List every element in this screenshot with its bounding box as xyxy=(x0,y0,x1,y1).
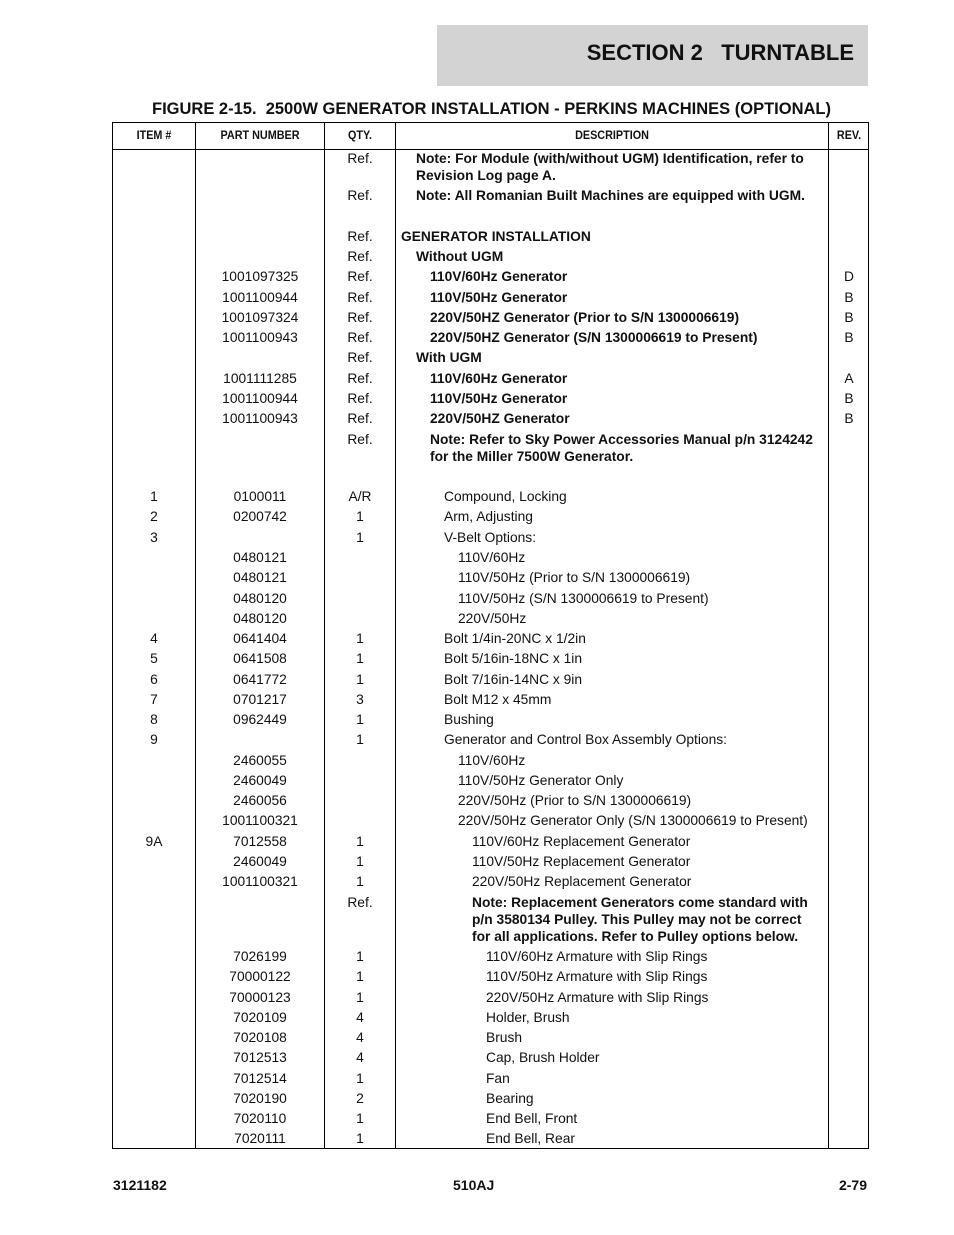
row-quantity: Ref. xyxy=(347,432,373,447)
row-description: Note: Replacement Generators come standard with p/n 3580134 Pulley. This Pulley may not be correct for all applications. Refer to Pulley options below. xyxy=(472,895,808,944)
row-part-number: 70000122 xyxy=(229,969,291,984)
row-quantity: Ref. xyxy=(347,188,373,203)
row-description: Compound, Locking xyxy=(444,489,567,504)
row-quantity: Ref. xyxy=(347,151,373,166)
row-quantity: 4 xyxy=(356,1050,364,1065)
row-description: 220V/50Hz Generator Only (S/N 1300006619 to Present) xyxy=(458,813,808,828)
row-quantity: 1 xyxy=(356,1131,364,1146)
row-part-number: 1001100943 xyxy=(222,411,298,426)
row-item-number: 9A xyxy=(145,834,163,849)
row-quantity: Ref. xyxy=(347,290,373,305)
row-description: Bolt M12 x 45mm xyxy=(444,692,552,707)
row-quantity: Ref. xyxy=(347,229,373,244)
row-description: Bushing xyxy=(444,712,494,727)
row-description: Bearing xyxy=(486,1091,534,1106)
row-quantity: A/R xyxy=(348,489,372,504)
row-quantity: 1 xyxy=(356,854,364,869)
row-quantity: Ref. xyxy=(347,411,373,426)
row-part-number: 0641404 xyxy=(233,631,287,646)
row-description: End Bell, Front xyxy=(486,1111,578,1126)
row-description: GENERATOR INSTALLATION xyxy=(401,229,591,244)
row-description: Note: All Romanian Built Machines are equipped with UGM. xyxy=(416,188,805,203)
row-revision: B xyxy=(844,310,854,325)
row-revision: B xyxy=(844,290,854,305)
row-description: 110V/50Hz Armature with Slip Rings xyxy=(486,969,708,984)
row-description: Bolt 5/16in-18NC x 1in xyxy=(444,651,583,666)
row-part-number: 0641772 xyxy=(233,672,287,687)
row-quantity: 1 xyxy=(356,631,364,646)
row-part-number: 1001100943 xyxy=(222,330,298,345)
column-header-description: DESCRIPTION xyxy=(575,128,649,142)
row-description: 220V/50Hz xyxy=(458,611,527,626)
row-description: 220V/50Hz Armature with Slip Rings xyxy=(486,990,709,1005)
row-part-number: 0480121 xyxy=(233,550,287,565)
row-description: Holder, Brush xyxy=(486,1010,570,1025)
row-quantity: 1 xyxy=(356,949,364,964)
row-quantity: 3 xyxy=(356,692,364,707)
row-quantity: 1 xyxy=(356,712,364,727)
row-quantity: Ref. xyxy=(347,249,373,264)
row-part-number: 0641508 xyxy=(233,651,287,666)
column-header-rev: REV. xyxy=(836,128,862,142)
row-item-number: 7 xyxy=(150,692,158,707)
row-description: 220V/50Hz (Prior to S/N 1300006619) xyxy=(458,793,692,808)
row-part-number: 7020108 xyxy=(233,1030,287,1045)
row-quantity: 1 xyxy=(356,990,364,1005)
row-part-number: 0480121 xyxy=(233,570,287,585)
row-item-number: 8 xyxy=(150,712,158,727)
row-part-number: 1001100321 xyxy=(222,874,298,889)
row-part-number: 0480120 xyxy=(233,611,287,626)
row-description: 110V/60Hz xyxy=(458,753,526,768)
row-description: Bolt 1/4in-20NC x 1/2in xyxy=(444,631,586,646)
row-quantity: 1 xyxy=(356,651,364,666)
row-description: 110V/50Hz Replacement Generator xyxy=(472,854,691,869)
row-part-number: 0200742 xyxy=(233,509,287,524)
row-revision: B xyxy=(844,330,854,345)
row-item-number: 4 xyxy=(150,631,158,646)
row-quantity: 1 xyxy=(356,874,364,889)
row-revision: B xyxy=(844,411,854,426)
row-description: Brush xyxy=(486,1030,523,1045)
row-description: 110V/50Hz (Prior to S/N 1300006619) xyxy=(458,570,691,585)
row-item-number: 2 xyxy=(150,509,158,524)
row-quantity: Ref. xyxy=(347,310,373,325)
row-revision: A xyxy=(844,371,854,386)
row-part-number: 1001100944 xyxy=(222,290,298,305)
row-description: With UGM xyxy=(416,350,482,365)
footer-page-number: 2-79 xyxy=(838,1177,867,1193)
section-header-box xyxy=(437,25,868,86)
row-part-number: 0480120 xyxy=(233,591,287,606)
row-part-number: 1001100321 xyxy=(222,813,298,828)
footer-manual-number: 3121182 xyxy=(113,1177,167,1193)
row-description: Cap, Brush Holder xyxy=(486,1050,600,1065)
row-quantity: 1 xyxy=(356,1111,364,1126)
row-revision: D xyxy=(844,269,854,284)
row-part-number: 7020110 xyxy=(233,1111,287,1126)
row-part-number: 1001097325 xyxy=(221,269,299,284)
row-quantity: 1 xyxy=(356,509,364,524)
row-part-number: 7012513 xyxy=(233,1050,287,1065)
row-description: End Bell, Rear xyxy=(486,1131,575,1146)
row-description: 110V/50Hz (S/N 1300006619 to Present) xyxy=(458,591,709,606)
row-description: Note: Refer to Sky Power Accessories Manual p/n 3124242 for the Miller 7500W Generator. xyxy=(430,432,813,464)
row-part-number: 7020109 xyxy=(233,1010,287,1025)
row-description: 220V/50Hz Replacement Generator xyxy=(472,874,692,889)
row-part-number: 0701217 xyxy=(233,692,287,707)
row-description: Note: For Module (with/without UGM) Identification, refer to Revision Log page A. xyxy=(416,151,804,183)
row-part-number: 7012514 xyxy=(233,1071,287,1086)
row-part-number: 1001111285 xyxy=(223,371,297,386)
row-revision: B xyxy=(844,391,854,406)
row-quantity: 4 xyxy=(356,1010,364,1025)
row-description: 220V/50HZ Generator (Prior to S/N 1300006619) xyxy=(430,310,740,325)
row-description: 110V/50Hz Generator Only xyxy=(458,773,624,788)
row-item-number: 6 xyxy=(150,672,158,687)
column-divider xyxy=(395,123,396,1148)
row-part-number: 7020111 xyxy=(234,1131,286,1146)
row-description: 110V/50Hz Generator xyxy=(430,391,568,406)
row-part-number: 1001100944 xyxy=(222,391,298,406)
footer-model: 510AJ xyxy=(453,1177,495,1193)
row-quantity: Ref. xyxy=(347,391,373,406)
row-item-number: 1 xyxy=(150,489,158,504)
row-part-number: 1001097324 xyxy=(221,310,299,325)
row-description: 110V/60Hz Generator xyxy=(430,371,568,386)
row-quantity: 1 xyxy=(356,969,364,984)
column-header-part-number: PART NUMBER xyxy=(220,128,300,142)
row-item-number: 5 xyxy=(150,651,158,666)
row-description: 220V/50HZ Generator xyxy=(430,411,570,426)
row-quantity: 2 xyxy=(356,1091,364,1106)
row-part-number: 70000123 xyxy=(229,990,291,1005)
row-part-number: 0962449 xyxy=(233,712,287,727)
row-description: Fan xyxy=(486,1071,510,1086)
row-part-number: 2460056 xyxy=(233,793,287,808)
row-description: 110V/60Hz Replacement Generator xyxy=(472,834,691,849)
row-quantity: 1 xyxy=(356,732,364,747)
row-description: 110V/60Hz xyxy=(458,550,526,565)
row-description: Arm, Adjusting xyxy=(444,509,533,524)
row-item-number: 9 xyxy=(150,732,158,747)
row-description: 110V/60Hz Armature with Slip Rings xyxy=(486,949,708,964)
row-quantity: 1 xyxy=(356,834,364,849)
row-description: 220V/50HZ Generator (S/N 1300006619 to Present) xyxy=(430,330,758,345)
row-quantity: 1 xyxy=(356,530,364,545)
row-quantity: Ref. xyxy=(347,895,373,910)
figure-title: FIGURE 2-15. 2500W GENERATOR INSTALLATION - PERKINS MACHINES (OPTIONAL) xyxy=(152,100,831,118)
row-description: Generator and Control Box Assembly Options: xyxy=(444,732,727,747)
row-quantity: 4 xyxy=(356,1030,364,1045)
row-quantity: 1 xyxy=(356,1071,364,1086)
row-part-number: 2460049 xyxy=(233,773,287,788)
row-description: 110V/50Hz Generator xyxy=(430,290,568,305)
row-quantity: Ref. xyxy=(347,350,373,365)
row-part-number: 7020190 xyxy=(233,1091,287,1106)
column-header-item: ITEM # xyxy=(136,128,172,142)
row-description: V-Belt Options: xyxy=(444,530,537,545)
parts-table xyxy=(112,122,869,1149)
row-quantity: 1 xyxy=(356,672,364,687)
row-description: Without UGM xyxy=(416,249,504,264)
row-part-number: 2460049 xyxy=(233,854,287,869)
row-quantity: Ref. xyxy=(347,330,373,345)
row-part-number: 0100011 xyxy=(233,489,287,504)
column-header-qty: QTY. xyxy=(347,128,372,142)
row-quantity: Ref. xyxy=(347,371,373,386)
row-description: Bolt 7/16in-14NC x 9in xyxy=(444,672,583,687)
row-part-number: 7012558 xyxy=(233,834,287,849)
row-part-number: 2460055 xyxy=(233,753,287,768)
section-title: SECTION 2 TURNTABLE xyxy=(586,40,854,65)
row-description: 110V/60Hz Generator xyxy=(430,269,568,284)
row-quantity: Ref. xyxy=(347,269,373,284)
row-item-number: 3 xyxy=(150,530,158,545)
row-part-number: 7026199 xyxy=(233,949,287,964)
